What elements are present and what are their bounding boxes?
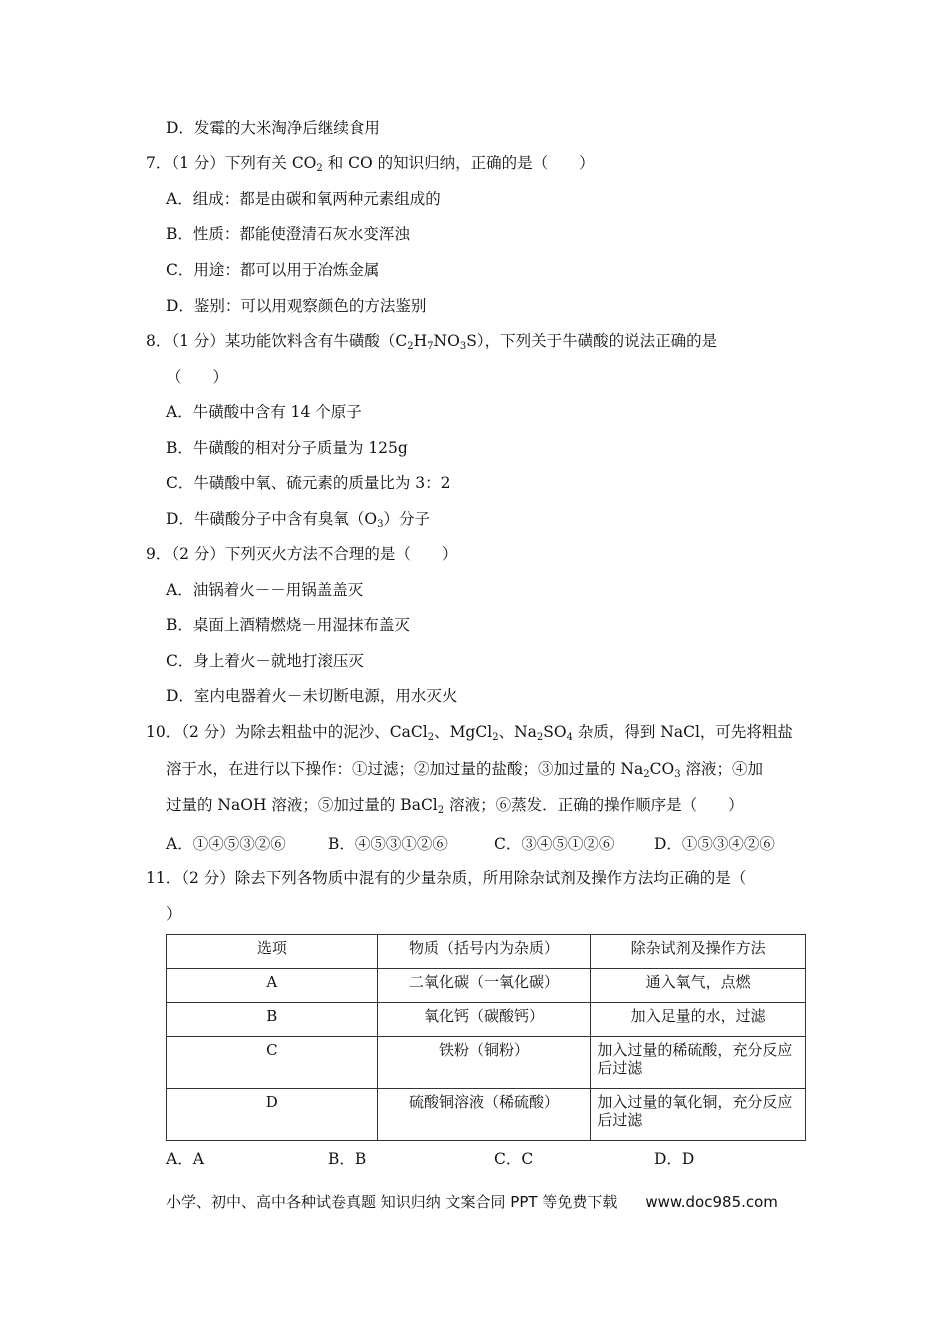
q8-option-a: A．牛磺酸中含有 14 个原子	[166, 403, 362, 421]
q7-option-c: C．用途：都可以用于冶炼金属	[166, 261, 380, 279]
q8-stem: 8．（1 分）某功能饮料含有牛磺酸$(C_2H_7NO_3S)$，下列关于牛磺酸的说法正确的是	[146, 332, 718, 352]
footer-url[interactable]: www.doc985.com	[645, 1193, 778, 1211]
table-header-cell: 选项	[167, 935, 378, 969]
q10-option-d: D．①⑤③④②⑥	[654, 835, 775, 853]
q11-stem: 11．（2 分）除去下列各物质中混有的少量杂质，所用除杂试剂及操作方法均正确的是（	[146, 869, 747, 887]
table-cell-substance: 氧化钙（碳酸钙）	[377, 1003, 591, 1037]
q11-stem-continuation: ）	[166, 905, 182, 923]
q9-stem: 9．（2 分）下列灭火方法不合理的是（ ）	[146, 545, 458, 563]
q11-option-a: A．A	[166, 1150, 204, 1168]
table-row	[167, 1037, 806, 1089]
q11-options-table	[166, 934, 806, 1141]
page-footer	[166, 1191, 778, 1212]
q8-option-d: D．牛磺酸分子中含有臭氧$(O_3)$分子	[166, 510, 431, 530]
q11-option-d: D．D	[654, 1150, 695, 1168]
q7-stem: 7．（1 分）下列有关 $CO_2$ 和 CO 的知识归纳，正确的是（ ）	[146, 154, 595, 174]
q8-option-c: C．牛磺酸中氧、硫元素的质量比为 3：2	[166, 474, 451, 492]
table-cell-substance: 二氧化碳（一氧化碳）	[377, 969, 591, 1003]
table-row	[167, 1089, 806, 1141]
table-cell-option: A	[167, 969, 378, 1003]
table-row	[167, 969, 806, 1003]
table-cell-option: B	[167, 1003, 378, 1037]
footer-text: 小学、初中、高中各种试卷真题 知识归纳 文案合同 PPT 等免费下载	[166, 1193, 618, 1211]
q9-option-b: B．桌面上酒精燃烧－用湿抹布盖灭	[166, 616, 410, 634]
table-header-cell: 物质（括号内为杂质）	[377, 935, 591, 969]
q9-option-a: A．油锅着火－－用锅盖盖灭	[166, 581, 364, 599]
table-cell-method: 加入足量的水，过滤	[591, 1003, 806, 1037]
table-header-row	[167, 935, 806, 969]
q10-option-a: A．①④⑤③②⑥	[166, 835, 286, 853]
q10-stem-line3: 过量的 NaOH 溶液；⑤加过量的 BaCl$_2$ 溶液；⑥蒸发．正确的操作顺序是（ ）	[166, 796, 744, 816]
table-cell-option: D	[167, 1089, 378, 1141]
table-cell-substance: 硫酸铜溶液（稀硫酸）	[377, 1089, 591, 1141]
table-cell-method: 加入过量的稀硫酸，充分反应后过滤	[591, 1037, 806, 1089]
q7-option-a: A．组成：都是由碳和氧两种元素组成的	[166, 190, 441, 208]
q9-option-c: C．身上着火－就地打滚压灭	[166, 652, 364, 670]
q7-option-d: D．鉴别：可以用观察颜色的方法鉴别	[166, 297, 427, 315]
table-cell-method: 通入氧气，点燃	[591, 969, 806, 1003]
q11-option-b: B．B	[328, 1150, 367, 1168]
q7-option-b: B．性质：都能使澄清石灰水变浑浊	[166, 225, 410, 243]
q10-stem-line1: 10．（2 分）为除去粗盐中的泥沙、CaCl$_2$、MgCl$_2$、$Na_2SO_4$ 杂质，得到 NaCl，可先将粗盐	[146, 723, 793, 743]
q10-option-c: C．③④⑤①②⑥	[494, 835, 615, 853]
table-cell-option: C	[167, 1037, 378, 1089]
table-row	[167, 1003, 806, 1037]
q10-stem-line2: 溶于水，在进行以下操作：①过滤；②加过量的盐酸；③加过量的 $Na_2CO_3$ 溶液；④加	[166, 760, 763, 780]
q8-stem-continuation: （ ）	[166, 368, 229, 386]
table-cell-substance: 铁粉（铜粉）	[377, 1037, 591, 1089]
table-cell-method: 加入过量的氧化铜，充分反应后过滤	[591, 1089, 806, 1141]
q9-option-d: D．室内电器着火－未切断电源，用水灭火	[166, 687, 458, 705]
q11-option-c: C．C	[494, 1150, 534, 1168]
q6-option-d: D．发霉的大米淘净后继续食用	[166, 119, 380, 137]
q8-option-b: B．牛磺酸的相对分子质量为 125g	[166, 439, 408, 457]
q10-option-b: B．④⑤③①②⑥	[328, 835, 448, 853]
table-header-cell: 除杂试剂及操作方法	[591, 935, 806, 969]
